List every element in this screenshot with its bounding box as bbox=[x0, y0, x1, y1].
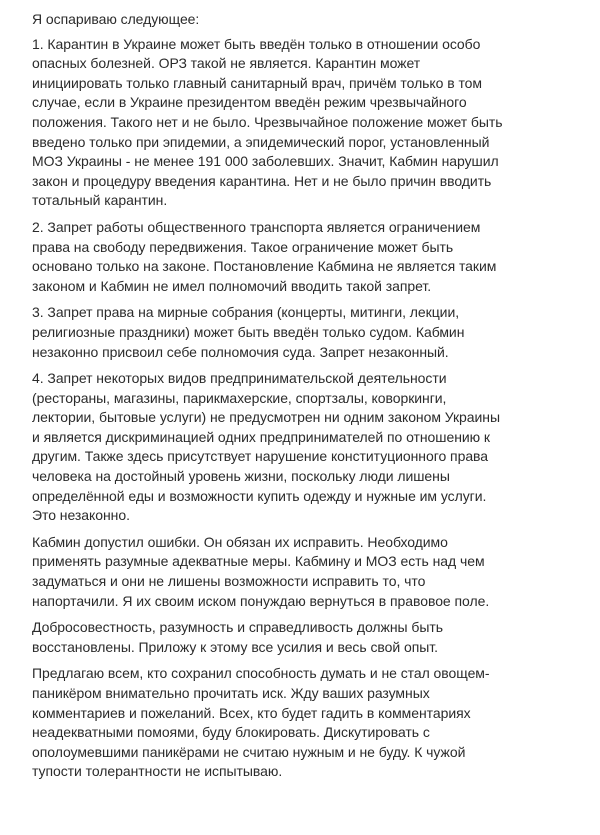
post-intro: Я оспариваю следующее: bbox=[32, 11, 200, 27]
text-line: права на свободу передвижения. Такое ограничение может быть bbox=[32, 238, 454, 255]
paragraph-business bbox=[32, 369, 577, 526]
text-line: религиозные праздники) может быть введён только судом. Кабмин bbox=[32, 323, 465, 340]
text-line: Предлагаю всем, кто сохранил способность думать и не стал овощем- bbox=[32, 665, 490, 682]
text-line: Добросовестность, разумность и справедливость должны быть bbox=[32, 619, 443, 636]
text-line: незаконно присвоил себе полномочия суда. Запрет незаконный. bbox=[32, 343, 449, 360]
text-line: лектории, бытовые услуги) не предусмотрен ни одним законом Украины bbox=[32, 409, 500, 426]
text-line: другим. Также здесь присутствует нарушение конституционного права bbox=[32, 448, 489, 465]
text-line: основано только на законе. Постановление Кабмина не является таким bbox=[32, 258, 497, 275]
text-line: законом и Кабмин не имел полномочий вводить такой запрет. bbox=[32, 277, 432, 294]
text-line: 2. Запрет работы общественного транспорта является ограничением bbox=[32, 218, 481, 235]
text-line: напортачили. Я их своим иском понуждаю вернуться в правовое поле. bbox=[32, 592, 490, 609]
text-line: опасных болезней. ОРЗ такой не является. Карантин может bbox=[32, 55, 421, 72]
text-line: неадекватными помоями, буду блокировать. Дискутировать с bbox=[32, 724, 430, 741]
text-line: и является дискриминацией одних предпринимателей по отношению к bbox=[32, 428, 491, 445]
paragraph-transport bbox=[32, 218, 577, 296]
text-line: 4. Запрет некоторых видов предпринимательской деятельности bbox=[32, 370, 447, 387]
text-line: человека на достойный уровень жизни, поскольку люди лишены bbox=[32, 468, 450, 485]
text-line: введено только при эпидемии, а эпидемический порог, установленный bbox=[32, 133, 490, 150]
text-line: (рестораны, магазины, парикмахерские, спортзалы, коворкинги, bbox=[32, 389, 447, 406]
text-line: задуматься и они не лишены возможности исправить то, что bbox=[32, 573, 426, 590]
text-line: Это незаконно. bbox=[32, 507, 130, 524]
text-line: комментариев и пожеланий. Всех, кто будет гадить в комментариях bbox=[32, 704, 471, 721]
text-line: Кабмин допустил ошибки. Он обязан их исправить. Необходимо bbox=[32, 533, 448, 550]
text-line: паникёром внимательно прочитать иск. Жду ваших разумных bbox=[32, 685, 430, 701]
post-body bbox=[32, 10, 577, 789]
text-line: положения. Такого нет и не было. Чрезвычайное положение может быть bbox=[32, 113, 503, 130]
text-line: закон и процедуру введения карантина. Нет и не было причин вводить bbox=[32, 172, 492, 189]
text-line: случае, если в Украине президентом введён режим чрезвычайного bbox=[32, 94, 467, 111]
text-line: 1. Карантин в Украине может быть введён только в отношении особо bbox=[32, 35, 481, 52]
text-line: тупости толерантности не испытываю. bbox=[32, 763, 283, 780]
text-line: восстановлены. Приложу к этому все усилия и весь свой опыт. bbox=[32, 638, 438, 655]
text-line: МОЗ Украины - не менее 191 000 заболевших. Значит, Кабмин нарушил bbox=[32, 153, 499, 170]
paragraph-errors bbox=[32, 533, 577, 611]
paragraph-justice bbox=[32, 618, 577, 657]
paragraph-assembly bbox=[32, 303, 577, 362]
paragraph-closing bbox=[32, 664, 577, 782]
text-line: определённой еды и возможности купить одежду и нужные им услуги. bbox=[32, 487, 487, 504]
text-line: ополоумевшими паникёрами не считаю нужным и не буду. К чужой bbox=[32, 743, 466, 760]
text-line: инициировать только главный санитарный врач, причём только в том bbox=[32, 74, 482, 91]
paragraph-quarantine bbox=[32, 35, 577, 211]
text-line: применять разумные адекватные меры. Кабмину и МОЗ есть над чем bbox=[32, 553, 485, 570]
text-line: 3. Запрет права на мирные собрания (концерты, митинги, лекции, bbox=[32, 304, 460, 321]
text-line: тотальный карантин. bbox=[32, 192, 168, 209]
